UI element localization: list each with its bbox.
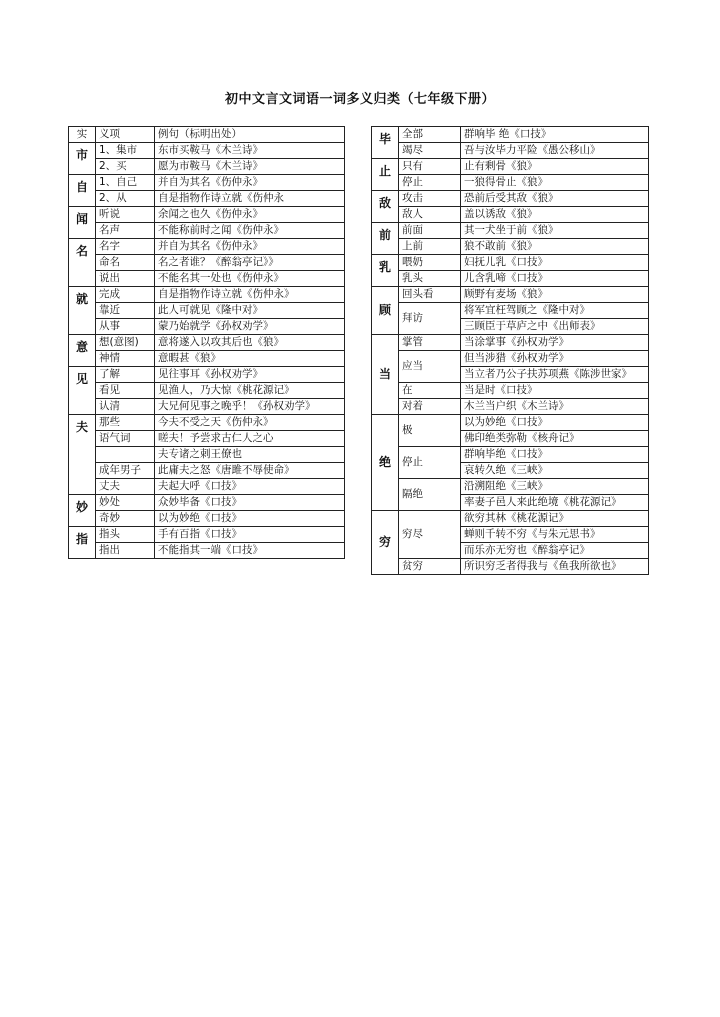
example-cell: 而乐亦无穷也《醉翁亭记》	[461, 543, 649, 559]
headword: 毕	[372, 127, 399, 159]
headword: 乳	[372, 255, 399, 287]
example-cell: 意暇甚《狼》	[155, 351, 345, 367]
meaning-cell: 停止	[399, 447, 461, 479]
example-cell: 自是指物作诗立就《伤仲永	[155, 191, 345, 207]
example-cell: 余闻之也久《伤仲永》	[155, 207, 345, 223]
table-row	[372, 383, 649, 399]
example-cell: 欲穷其林《桃花源记》	[461, 511, 649, 527]
example-cell: 名之者谁？《醉翁亭记》》	[155, 255, 345, 271]
meaning-cell: 拜访	[399, 303, 461, 335]
headword: 顾	[372, 287, 399, 335]
example-cell: 以为妙绝《口技》	[155, 511, 345, 527]
table-row	[372, 479, 649, 495]
example-cell: 盖以诱敌《狼》	[461, 207, 649, 223]
example-cell: 蝉则千转不穷《与朱元思书》	[461, 527, 649, 543]
example-cell: 群响毕 绝《口技》	[461, 127, 649, 143]
example-cell: 夫专诸之刺王僚也	[155, 447, 345, 463]
meaning-cell: 回头看	[399, 287, 461, 303]
meaning-cell: 在	[399, 383, 461, 399]
table-row	[372, 335, 649, 351]
table-row	[69, 479, 345, 495]
headword: 当	[372, 335, 399, 415]
meaning-cell: 极	[399, 415, 461, 447]
example-cell: 众妙毕备《口技》	[155, 495, 345, 511]
table-row	[372, 191, 649, 207]
example-cell: 以为妙绝《口技》	[461, 415, 649, 431]
table-row	[372, 559, 649, 575]
meaning-cell: 穷尽	[399, 511, 461, 559]
example-cell: 群响毕绝《口技》	[461, 447, 649, 463]
example-cell: 当涂掌事《孙权劝学》	[461, 335, 649, 351]
headword: 见	[69, 367, 96, 415]
example-cell: 止有剩骨《狼》	[461, 159, 649, 175]
table-row	[69, 303, 345, 319]
meaning-cell: 停止	[399, 175, 461, 191]
example-cell: 不能指其一端《口技》	[155, 543, 345, 559]
table-row	[69, 191, 345, 207]
headword: 指	[69, 527, 96, 559]
meaning-cell: 隔绝	[399, 479, 461, 511]
document-title: 初中文言文词语一词多义归类（七年级下册）	[224, 92, 495, 107]
meaning-cell: 只有	[399, 159, 461, 175]
table-row	[69, 335, 345, 351]
table-row	[69, 415, 345, 431]
example-cell: 东市买鞍马《木兰诗》	[155, 143, 345, 159]
meaning-cell: 乳头	[399, 271, 461, 287]
example-cell: 嗟夫！予尝求古仁人之心	[155, 431, 345, 447]
meaning-cell: 贫穷	[399, 559, 461, 575]
meaning-cell: 指出	[96, 543, 155, 559]
meaning-cell: 名声	[96, 223, 155, 239]
example-cell: 将军宜枉驾顾之《隆中对》	[461, 303, 649, 319]
headword: 绝	[372, 415, 399, 511]
example-cell: 三顾臣于草庐之中《出师表》	[461, 319, 649, 335]
table-row	[372, 351, 649, 367]
headword: 就	[69, 287, 96, 335]
example-cell: 吾与汝毕力平险《愚公移山》	[461, 143, 649, 159]
example-cell: 其一犬坐于前《狼》	[461, 223, 649, 239]
example-cell: 不能名其一处也《伤仲永》	[155, 271, 345, 287]
meaning-cell: 全部	[399, 127, 461, 143]
example-cell: 佛印绝类弥勒《核舟记》	[461, 431, 649, 447]
example-cell: 狼不敢前《狼》	[461, 239, 649, 255]
table-row	[372, 175, 649, 191]
meaning-cell: 1、集市	[96, 143, 155, 159]
table-row	[372, 447, 649, 463]
table-row	[69, 287, 345, 303]
table-row	[69, 431, 345, 447]
table-row	[69, 319, 345, 335]
table-row	[69, 207, 345, 223]
table-row	[69, 511, 345, 527]
example-cell: 所识穷乏者得我与《鱼我所欲也》	[461, 559, 649, 575]
meaning-cell: 应当	[399, 351, 461, 383]
meaning-cell: 上前	[399, 239, 461, 255]
headword: 止	[372, 159, 399, 191]
example-cell: 自是指物作诗立就《伤仲永》	[155, 287, 345, 303]
meaning-cell: 掌管	[399, 335, 461, 351]
meaning-cell: 敌人	[399, 207, 461, 223]
table-row	[372, 223, 649, 239]
header-meaning: 义项	[96, 127, 155, 143]
meaning-cell: 妙处	[96, 495, 155, 511]
example-cell: 恐前后受其敌《狼》	[461, 191, 649, 207]
meaning-cell: 成年男子	[96, 463, 155, 479]
meaning-cell: 靠近	[96, 303, 155, 319]
table-row	[69, 383, 345, 399]
header-word: 实	[69, 127, 96, 143]
meaning-cell: 认清	[96, 399, 155, 415]
headword: 闻	[69, 207, 96, 239]
table-row	[69, 223, 345, 239]
headword: 自	[69, 175, 96, 207]
headword: 市	[69, 143, 96, 175]
example-cell: 妇抚儿乳《口技》	[461, 255, 649, 271]
example-cell: 木兰当户织《木兰诗》	[461, 399, 649, 415]
meaning-cell: 听说	[96, 207, 155, 223]
example-cell: 率妻子邑人来此绝境《桃花源记》	[461, 495, 649, 511]
headword: 夫	[69, 415, 96, 495]
meaning-cell: 2、从	[96, 191, 155, 207]
headword: 意	[69, 335, 96, 367]
example-cell: 并自为其名《伤仲永》	[155, 175, 345, 191]
example-cell: 此庸夫之怒《唐雎不辱使命》	[155, 463, 345, 479]
meaning-cell: 了解	[96, 367, 155, 383]
meaning-cell: 神情	[96, 351, 155, 367]
table-row	[69, 271, 345, 287]
table-row	[69, 255, 345, 271]
meaning-cell: 奇妙	[96, 511, 155, 527]
example-cell: 顾野有麦场《狼》	[461, 287, 649, 303]
example-cell: 一狼得骨止《狼》	[461, 175, 649, 191]
table-row	[69, 351, 345, 367]
right-table	[371, 126, 649, 575]
meaning-cell: 1、自己	[96, 175, 155, 191]
table-row	[69, 463, 345, 479]
table-row	[372, 271, 649, 287]
table-row	[69, 143, 345, 159]
table-row	[372, 399, 649, 415]
table-row	[372, 127, 649, 143]
example-cell: 当立者乃公子扶苏项燕《陈涉世家》	[461, 367, 649, 383]
headword: 妙	[69, 495, 96, 527]
table-row	[69, 543, 345, 559]
meaning-cell: 前面	[399, 223, 461, 239]
header-example: 例句（标明出处）	[155, 127, 345, 143]
table-row	[372, 415, 649, 431]
headword: 敌	[372, 191, 399, 223]
table-row	[69, 159, 345, 175]
table-row	[69, 527, 345, 543]
example-cell: 见往事耳《孙权劝学》	[155, 367, 345, 383]
table-row	[69, 175, 345, 191]
meaning-cell: 命名	[96, 255, 155, 271]
table-header-row	[69, 127, 345, 143]
table-row	[372, 159, 649, 175]
meaning-cell: 想(意图)	[96, 335, 155, 351]
example-cell: 哀转久绝《三峡》	[461, 463, 649, 479]
meaning-cell: 指头	[96, 527, 155, 543]
example-cell: 并自为其名《伤仲永》	[155, 239, 345, 255]
table-row	[372, 303, 649, 319]
table-row	[69, 367, 345, 383]
example-cell: 意将遂入以攻其后也《狼》	[155, 335, 345, 351]
headword: 穷	[372, 511, 399, 575]
meaning-cell: 竭尽	[399, 143, 461, 159]
table-row	[372, 287, 649, 303]
example-cell: 手有百指《口技》	[155, 527, 345, 543]
meaning-cell: 攻击	[399, 191, 461, 207]
table-row	[372, 207, 649, 223]
meaning-cell: 2、买	[96, 159, 155, 175]
meaning-cell: 从事	[96, 319, 155, 335]
table-row	[372, 143, 649, 159]
example-cell: 见渔人，乃大惊《桃花源记》	[155, 383, 345, 399]
example-cell: 但当涉猎《孙权劝学》	[461, 351, 649, 367]
example-cell: 大兄何见事之晚乎！《孙权劝学》	[155, 399, 345, 415]
meaning-cell: 丈夫	[96, 479, 155, 495]
meaning-cell: 语气词	[96, 431, 155, 447]
table-row	[69, 399, 345, 415]
example-cell: 夫起大呼《口技》	[155, 479, 345, 495]
headword: 前	[372, 223, 399, 255]
meaning-cell: 完成	[96, 287, 155, 303]
example-cell: 愿为市鞍马《木兰诗》	[155, 159, 345, 175]
example-cell: 儿含乳啼《口技》	[461, 271, 649, 287]
example-cell: 今夫不受之天《伤仲永》	[155, 415, 345, 431]
meaning-cell: 那些	[96, 415, 155, 431]
table-row	[69, 447, 345, 463]
meaning-cell	[96, 447, 155, 463]
meaning-cell: 对着	[399, 399, 461, 415]
example-cell: 此人可就见《隆中对》	[155, 303, 345, 319]
meaning-cell: 看见	[96, 383, 155, 399]
table-row	[69, 239, 345, 255]
meaning-cell: 喂奶	[399, 255, 461, 271]
example-cell: 当是时《口技》	[461, 383, 649, 399]
table-row	[372, 511, 649, 527]
meaning-cell: 名字	[96, 239, 155, 255]
headword: 名	[69, 239, 96, 287]
example-cell: 蒙乃始就学《孙权劝学》	[155, 319, 345, 335]
table-row	[372, 255, 649, 271]
example-cell: 不能称前时之闻《伤仲永》	[155, 223, 345, 239]
meaning-cell: 说出	[96, 271, 155, 287]
table-row	[372, 239, 649, 255]
example-cell: 沿溯阻绝《三峡》	[461, 479, 649, 495]
table-row	[69, 495, 345, 511]
left-table	[68, 126, 345, 559]
